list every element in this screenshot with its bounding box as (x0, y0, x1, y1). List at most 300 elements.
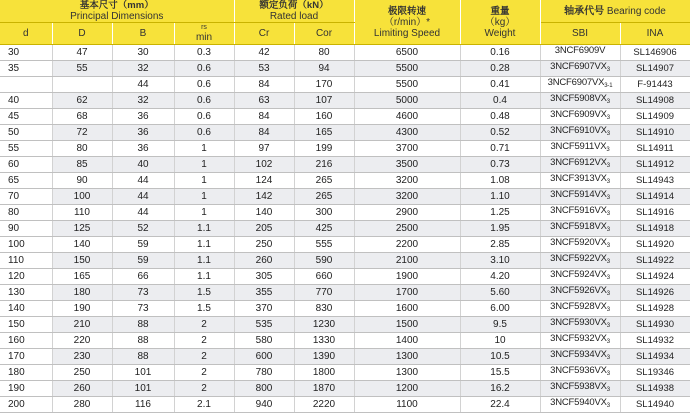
col-weight-cell: 0.71 (460, 141, 540, 157)
sbi-code-suffix: 3 (606, 307, 610, 313)
col-d-cell: 190 (0, 381, 52, 397)
col-cor-cell: 165 (294, 125, 354, 141)
sbi-code-suffix: 3 (606, 163, 610, 169)
table-row (0, 45, 690, 61)
col-cr-cell: 800 (234, 381, 294, 397)
col-cor-cell: 425 (294, 221, 354, 237)
col-d-cell: 120 (0, 269, 52, 285)
col-sbi-cell (540, 301, 620, 317)
col-b-cell: 66 (112, 269, 174, 285)
col-rs-cell: 1.1 (174, 269, 234, 285)
col-weight-cell: 1.95 (460, 221, 540, 237)
col-speed-cell: 6500 (354, 45, 460, 61)
col-weight-cell: 0.4 (460, 93, 540, 109)
col-cr-cell: 260 (234, 253, 294, 269)
sbi-code: 3NCF5922VX (550, 253, 607, 264)
col-speed-cell: 3500 (354, 157, 460, 173)
table-row (0, 157, 690, 173)
col-speed-cell: 1500 (354, 317, 460, 333)
table-row (0, 365, 690, 381)
col-speed-cell: 3200 (354, 189, 460, 205)
col-speed-cell: 2100 (354, 253, 460, 269)
col-weight-cell: 1.10 (460, 189, 540, 205)
col-speed-cell: 1600 (354, 301, 460, 317)
sbi-code: 3NCF6907VX (547, 77, 605, 88)
col-sbi-header: SBI (540, 23, 620, 45)
table-row (0, 205, 690, 221)
sbi-code-suffix: 3 (606, 259, 610, 265)
col-outer-d-cell: 220 (52, 333, 112, 349)
sbi-code: 3NCF6909VX (550, 109, 607, 120)
col-b-cell: 52 (112, 221, 174, 237)
table-row (0, 189, 690, 205)
col-speed-cell: 3200 (354, 173, 460, 189)
col-b-cell: 30 (112, 45, 174, 61)
col-weight-cell: 5.60 (460, 285, 540, 301)
col-rs-cell: 2.1 (174, 397, 234, 413)
weight-unit: （kg） (484, 16, 516, 28)
sbi-code-suffix: 3 (606, 227, 610, 233)
col-outer-d-cell: 125 (52, 221, 112, 237)
col-cor-header: Cor (294, 23, 354, 45)
table-row (0, 61, 690, 77)
col-cr-header: Cr (234, 23, 294, 45)
col-speed-cell: 4300 (354, 125, 460, 141)
col-outer-d-cell: 250 (52, 365, 112, 381)
col-cor-cell: 265 (294, 173, 354, 189)
col-speed-cell: 4600 (354, 109, 460, 125)
col-cr-cell: 63 (234, 93, 294, 109)
col-outer-d-cell: 280 (52, 397, 112, 413)
col-b-cell: 73 (112, 285, 174, 301)
col-cor-cell: 107 (294, 93, 354, 109)
col-b-cell: 59 (112, 253, 174, 269)
col-cor-cell: 265 (294, 189, 354, 205)
sbi-code-suffix: 3 (606, 403, 610, 409)
col-b-cell: 44 (112, 205, 174, 221)
table-row (0, 109, 690, 125)
col-b-cell: 101 (112, 381, 174, 397)
col-sbi-cell (540, 397, 620, 413)
col-sbi-cell (540, 285, 620, 301)
sbi-code-suffix: 3-1 (604, 83, 613, 89)
col-rs-cell: 1.1 (174, 221, 234, 237)
col-weight-cell: 10 (460, 333, 540, 349)
col-outer-d-header: D (52, 23, 112, 45)
col-cr-cell: 780 (234, 365, 294, 381)
col-d-cell: 110 (0, 253, 52, 269)
rated-load-header (234, 0, 354, 23)
col-sbi-cell (540, 381, 620, 397)
col-outer-d-cell: 140 (52, 237, 112, 253)
table-row (0, 141, 690, 157)
sbi-code-suffix: 3 (606, 371, 610, 377)
col-cor-cell: 170 (294, 77, 354, 93)
col-d-cell: 65 (0, 173, 52, 189)
col-ina-cell: SL14924 (620, 269, 690, 285)
col-weight-cell: 9.5 (460, 317, 540, 333)
col-cor-cell: 2220 (294, 397, 354, 413)
table-row (0, 253, 690, 269)
col-rs-cell: 2 (174, 333, 234, 349)
sbi-code-suffix: 3 (606, 275, 610, 281)
col-rs-cell: 2 (174, 317, 234, 333)
col-speed-cell: 1700 (354, 285, 460, 301)
col-weight-cell: 0.16 (460, 45, 540, 61)
col-sbi-cell (540, 253, 620, 269)
col-ina-cell: SL14938 (620, 381, 690, 397)
col-outer-d-cell: 72 (52, 125, 112, 141)
col-cr-cell: 42 (234, 45, 294, 61)
col-b-cell: 88 (112, 333, 174, 349)
col-d-cell: 100 (0, 237, 52, 253)
col-weight-cell: 0.28 (460, 61, 540, 77)
col-d-cell: 35 (0, 61, 52, 77)
col-rs-cell: 1.5 (174, 285, 234, 301)
col-sbi-cell (540, 317, 620, 333)
col-weight-cell: 6.00 (460, 301, 540, 317)
col-ina-cell: F-91443 (620, 77, 690, 93)
sbi-code: 3NCF5908VX (550, 93, 607, 104)
col-rs-cell: 1 (174, 157, 234, 173)
table-row (0, 77, 690, 93)
table-row (0, 173, 690, 189)
col-speed-cell: 1900 (354, 269, 460, 285)
sbi-code-suffix: 3 (606, 195, 610, 201)
col-b-cell: 88 (112, 349, 174, 365)
limiting-speed-cn: 极限转速 (387, 5, 426, 17)
col-sbi-cell (540, 173, 620, 189)
col-cor-cell: 1230 (294, 317, 354, 333)
limiting-speed-header (354, 0, 460, 45)
col-cr-cell: 97 (234, 141, 294, 157)
col-d-cell: 45 (0, 109, 52, 125)
weight-en: Weight (484, 27, 516, 39)
col-speed-cell: 1100 (354, 397, 460, 413)
col-cr-cell: 53 (234, 61, 294, 77)
col-b-cell: 44 (112, 77, 174, 93)
table-row (0, 397, 690, 413)
col-outer-d-cell: 110 (52, 205, 112, 221)
col-cr-cell: 205 (234, 221, 294, 237)
col-cr-cell: 940 (234, 397, 294, 413)
col-cr-cell: 305 (234, 269, 294, 285)
col-sbi-cell (540, 365, 620, 381)
col-rs-cell: 0.6 (174, 61, 234, 77)
col-cor-cell: 830 (294, 301, 354, 317)
col-sbi-cell (540, 93, 620, 109)
col-cr-cell: 84 (234, 125, 294, 141)
col-sbi-cell (540, 61, 620, 77)
col-d-cell: 55 (0, 141, 52, 157)
col-speed-cell: 2200 (354, 237, 460, 253)
col-sbi-cell (540, 189, 620, 205)
weight-cn: 重量 (490, 5, 510, 17)
col-b-cell: 73 (112, 301, 174, 317)
col-speed-cell: 3700 (354, 141, 460, 157)
col-d-cell: 160 (0, 333, 52, 349)
sbi-code: 3NCF6907VX (550, 61, 607, 72)
col-speed-cell: 1300 (354, 365, 460, 381)
rated-load-en: Rated load (269, 11, 319, 22)
col-weight-cell: 4.20 (460, 269, 540, 285)
sbi-code: 3NCF6912VX (550, 157, 607, 168)
col-outer-d-cell: 230 (52, 349, 112, 365)
col-cor-cell: 590 (294, 253, 354, 269)
col-cr-cell: 142 (234, 189, 294, 205)
sbi-code-suffix: 3 (606, 243, 610, 249)
col-speed-cell: 5000 (354, 93, 460, 109)
table-row (0, 301, 690, 317)
col-cr-cell: 140 (234, 205, 294, 221)
col-sbi-cell (540, 221, 620, 237)
col-sbi-cell (540, 269, 620, 285)
col-sbi-cell (540, 333, 620, 349)
sbi-code-suffix: 3 (606, 147, 610, 153)
col-cor-cell: 770 (294, 285, 354, 301)
table-row (0, 285, 690, 301)
sbi-code-suffix: 3 (606, 115, 610, 121)
col-cor-cell: 300 (294, 205, 354, 221)
sbi-code-suffix: 3 (606, 387, 610, 393)
col-rs-cell: 1.1 (174, 253, 234, 269)
bearing-code-en: Bearing code (606, 5, 666, 17)
col-ina-cell: SL14918 (620, 221, 690, 237)
sbi-code: 3NCF5918VX (550, 221, 607, 232)
col-outer-d-cell: 85 (52, 157, 112, 173)
principal-dimensions-cn: 基本尺寸（mm） (79, 0, 154, 11)
col-cr-cell: 355 (234, 285, 294, 301)
col-sbi-cell (540, 237, 620, 253)
col-outer-d-cell: 165 (52, 269, 112, 285)
col-b-cell: 32 (112, 93, 174, 109)
col-cr-cell: 84 (234, 109, 294, 125)
col-ina-cell: SL14928 (620, 301, 690, 317)
col-cr-cell: 370 (234, 301, 294, 317)
table-row (0, 221, 690, 237)
col-b-cell: 59 (112, 237, 174, 253)
col-d-cell: 90 (0, 221, 52, 237)
col-speed-cell: 5500 (354, 61, 460, 77)
col-cor-cell: 1390 (294, 349, 354, 365)
col-weight-cell: 22.4 (460, 397, 540, 413)
col-outer-d-cell: 68 (52, 109, 112, 125)
col-d-cell: 80 (0, 205, 52, 221)
sbi-code-suffix: 3 (606, 355, 610, 361)
bearing-code-header (540, 0, 690, 23)
limiting-speed-unit: （r/min）* (383, 16, 431, 28)
col-cor-cell: 1330 (294, 333, 354, 349)
col-cor-cell: 199 (294, 141, 354, 157)
col-b-cell: 101 (112, 365, 174, 381)
col-weight-cell: 10.5 (460, 349, 540, 365)
col-weight-cell: 3.10 (460, 253, 540, 269)
sbi-code-suffix: 3 (606, 291, 610, 297)
col-speed-cell: 5500 (354, 77, 460, 93)
col-ina-cell: SL14907 (620, 61, 690, 77)
col-cor-cell: 216 (294, 157, 354, 173)
col-weight-cell: 2.85 (460, 237, 540, 253)
col-weight-cell: 16.2 (460, 381, 540, 397)
col-b-cell: 36 (112, 109, 174, 125)
col-weight-cell: 1.08 (460, 173, 540, 189)
col-ina-cell: SL14934 (620, 349, 690, 365)
col-b-cell: 36 (112, 125, 174, 141)
col-cr-cell: 124 (234, 173, 294, 189)
col-d-cell: 180 (0, 365, 52, 381)
col-cor-cell: 660 (294, 269, 354, 285)
rated-load-cn: 额定负荷（kN） (259, 0, 329, 11)
col-cr-cell: 535 (234, 317, 294, 333)
col-d-cell: 70 (0, 189, 52, 205)
col-speed-cell: 1300 (354, 349, 460, 365)
table-row (0, 333, 690, 349)
col-b-cell: 32 (112, 61, 174, 77)
col-ina-cell: SL14930 (620, 317, 690, 333)
sbi-code: 3NCF5940VX (550, 397, 607, 408)
col-d-cell: 50 (0, 125, 52, 141)
limiting-speed-en: Limiting Speed (373, 27, 441, 39)
sbi-code-suffix: 3 (606, 67, 610, 73)
sbi-code: 3NCF5932VX (550, 333, 607, 344)
col-outer-d-cell: 180 (52, 285, 112, 301)
col-d-cell: 200 (0, 397, 52, 413)
col-weight-cell: 0.52 (460, 125, 540, 141)
col-weight-cell: 15.5 (460, 365, 540, 381)
col-outer-d-cell (52, 77, 112, 93)
col-sbi-cell (540, 157, 620, 173)
col-outer-d-cell: 210 (52, 317, 112, 333)
col-rs-cell: 2 (174, 381, 234, 397)
sbi-code-suffix: 3 (606, 131, 610, 137)
sbi-code: 3NCF5934VX (550, 349, 607, 360)
col-b-cell: 44 (112, 173, 174, 189)
col-cr-cell: 600 (234, 349, 294, 365)
col-rs-cell: 1 (174, 189, 234, 205)
col-cr-cell: 84 (234, 77, 294, 93)
col-rs-cell: 1 (174, 141, 234, 157)
col-speed-cell: 2900 (354, 205, 460, 221)
col-cor-cell: 1800 (294, 365, 354, 381)
col-d-cell: 130 (0, 285, 52, 301)
col-ina-cell: SL14910 (620, 125, 690, 141)
col-speed-cell: 1400 (354, 333, 460, 349)
col-rs-top: rs (201, 24, 207, 31)
col-outer-d-cell: 55 (52, 61, 112, 77)
col-outer-d-cell: 47 (52, 45, 112, 61)
col-outer-d-cell: 150 (52, 253, 112, 269)
col-rs-cell: 1 (174, 205, 234, 221)
col-cr-cell: 250 (234, 237, 294, 253)
col-sbi-cell (540, 205, 620, 221)
col-ina-cell: SL146906 (620, 45, 690, 61)
table-row (0, 93, 690, 109)
sbi-code: 3NCF5928VX (550, 301, 607, 312)
col-rs-cell: 1 (174, 173, 234, 189)
col-sbi-cell (540, 109, 620, 125)
col-ina-cell: SL14912 (620, 157, 690, 173)
bearing-code-cn: 轴承代号 (564, 5, 605, 17)
col-sbi-cell (540, 349, 620, 365)
weight-header (460, 0, 540, 45)
col-weight-cell: 1.25 (460, 205, 540, 221)
col-ina-header: INA (620, 23, 690, 45)
table-row (0, 125, 690, 141)
col-sbi-cell (540, 141, 620, 157)
col-ina-cell: SL14908 (620, 93, 690, 109)
col-outer-d-cell: 100 (52, 189, 112, 205)
col-d-cell: 140 (0, 301, 52, 317)
col-cor-cell: 555 (294, 237, 354, 253)
sbi-code: 3NCF5930VX (550, 317, 607, 328)
col-outer-d-cell: 260 (52, 381, 112, 397)
col-d-header: d (0, 23, 52, 45)
table-row (0, 349, 690, 365)
col-ina-cell: SL14916 (620, 205, 690, 221)
col-rs-cell: 1.1 (174, 237, 234, 253)
col-cr-cell: 102 (234, 157, 294, 173)
col-rs-cell: 2 (174, 349, 234, 365)
col-ina-cell: SL14926 (620, 285, 690, 301)
col-b-cell: 40 (112, 157, 174, 173)
col-b-cell: 88 (112, 317, 174, 333)
col-d-cell: 40 (0, 93, 52, 109)
col-rs-cell: 0.6 (174, 109, 234, 125)
col-weight-cell: 0.41 (460, 77, 540, 93)
sbi-code: 3NCF6909V (554, 45, 606, 56)
col-rs-cell: 0.6 (174, 125, 234, 141)
col-rs-cell: 0.3 (174, 45, 234, 61)
sbi-code-suffix: 3 (606, 339, 610, 345)
col-sbi-cell (540, 125, 620, 141)
sbi-code: 3NCF5914VX (550, 189, 607, 200)
col-speed-cell: 2500 (354, 221, 460, 237)
col-d-cell: 170 (0, 349, 52, 365)
sbi-code-suffix: 3 (606, 179, 610, 185)
table-row (0, 269, 690, 285)
col-b-cell: 116 (112, 397, 174, 413)
col-ina-cell: SL14909 (620, 109, 690, 125)
col-b-cell: 44 (112, 189, 174, 205)
table-row (0, 317, 690, 333)
col-outer-d-cell: 90 (52, 173, 112, 189)
col-outer-d-cell: 80 (52, 141, 112, 157)
col-cor-cell: 80 (294, 45, 354, 61)
table-body (0, 45, 690, 413)
col-cor-cell: 1870 (294, 381, 354, 397)
table-row (0, 237, 690, 253)
sbi-code: 3NCF5938VX (550, 381, 607, 392)
col-d-cell (0, 77, 52, 93)
sbi-code-suffix: 3 (606, 211, 610, 217)
sbi-code: 3NCF5936VX (550, 365, 607, 376)
principal-dimensions-header (0, 0, 234, 23)
col-ina-cell: SL14911 (620, 141, 690, 157)
col-cr-cell: 580 (234, 333, 294, 349)
table-row (0, 381, 690, 397)
sbi-code: 3NCF5924VX (550, 269, 607, 280)
sbi-code: 3NCF3913VX (550, 173, 607, 184)
col-ina-cell: SL14914 (620, 189, 690, 205)
col-b-cell: 36 (112, 141, 174, 157)
col-d-cell: 150 (0, 317, 52, 333)
col-rs-cell: 2 (174, 365, 234, 381)
sbi-code: 3NCF5926VX (550, 285, 607, 296)
col-cor-cell: 94 (294, 61, 354, 77)
col-d-cell: 30 (0, 45, 52, 61)
col-ina-cell: SL19346 (620, 365, 690, 381)
col-rs-bottom: min (195, 32, 213, 43)
